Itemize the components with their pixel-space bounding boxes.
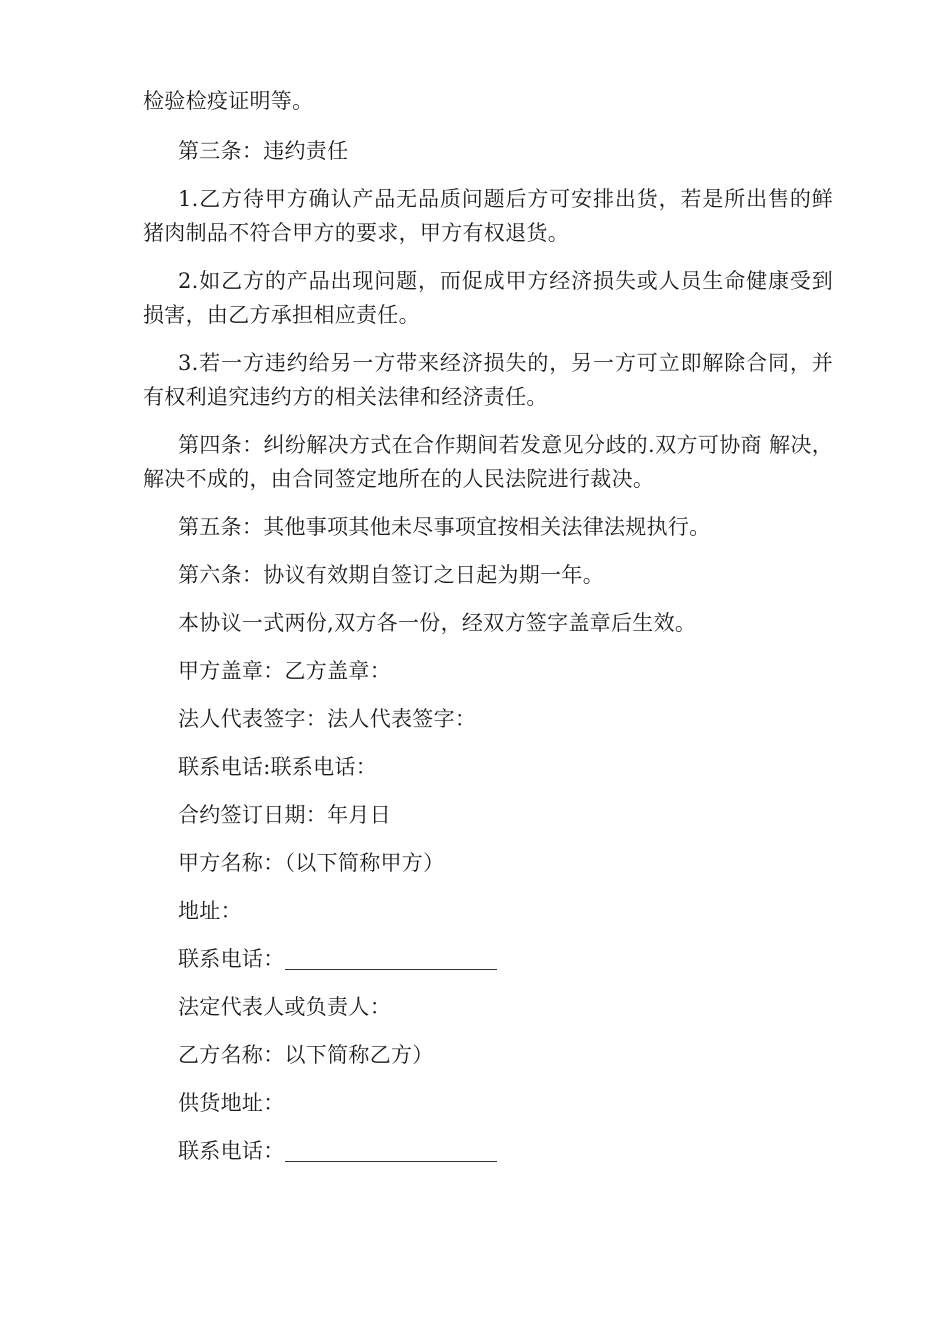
article-4-dispute: 第四条：纠纷解决方式在合作期间若发意见分歧的.双方可协商 解决，解决不成的，由合同签定地所在的人民法院进行裁决。 xyxy=(143,433,833,491)
article-5-other: 第五条：其他事项其他未尽事项宜按相关法律法规执行。 xyxy=(178,515,711,539)
phone-line: 联系电话:联系电话： xyxy=(178,755,378,779)
party-a-name: 甲方名称：（以下简称甲方） xyxy=(178,851,445,875)
copies-statement: 本协议一式两份,双方各一份，经双方签字盖章后生效。 xyxy=(178,611,697,635)
paragraph-inspection-cert: 检验检疫证明等。 xyxy=(143,89,314,113)
party-b-phone xyxy=(143,1134,833,1168)
legal-representative: 法定代表人或负责人： xyxy=(178,995,391,1019)
article-6-validity: 第六条：协议有效期自签订之日起为期一年。 xyxy=(178,563,604,587)
party-a-phone-blank xyxy=(285,947,497,970)
heading-article-3: 第三条：违约责任 xyxy=(178,139,349,163)
party-b-phone-blank xyxy=(285,1139,497,1162)
signature-line: 法人代表签字：法人代表签字： xyxy=(178,707,477,731)
seal-line: 甲方盖章：乙方盖章： xyxy=(178,659,391,683)
clause-3-1: 1.乙方待甲方确认产品无品质问题后方可安排出货，若是所出售的鲜猪肉制品不符合甲方的要求，甲方有权退货。 xyxy=(143,187,833,245)
sign-date-line: 合约签订日期：年月日 xyxy=(178,803,391,827)
supply-address: 供货地址： xyxy=(178,1091,285,1115)
party-b-phone-label: 联系电话： xyxy=(178,1139,285,1163)
party-a-address: 地址： xyxy=(178,899,242,923)
clause-3-2: 2.如乙方的产品出现问题，而促成甲方经济损失或人员生命健康受到损害，由乙方承担相应责任。 xyxy=(143,269,833,327)
document-page xyxy=(143,84,833,1182)
party-b-name: 乙方名称：以下简称乙方） xyxy=(178,1043,434,1067)
party-a-phone-label: 联系电话： xyxy=(178,947,285,971)
party-a-phone xyxy=(143,942,833,976)
clause-3-3: 3.若一方违约给另一方带来经济损失的，另一方可立即解除合同，并有权利追究违约方的相关法律和经济责任。 xyxy=(143,351,833,409)
